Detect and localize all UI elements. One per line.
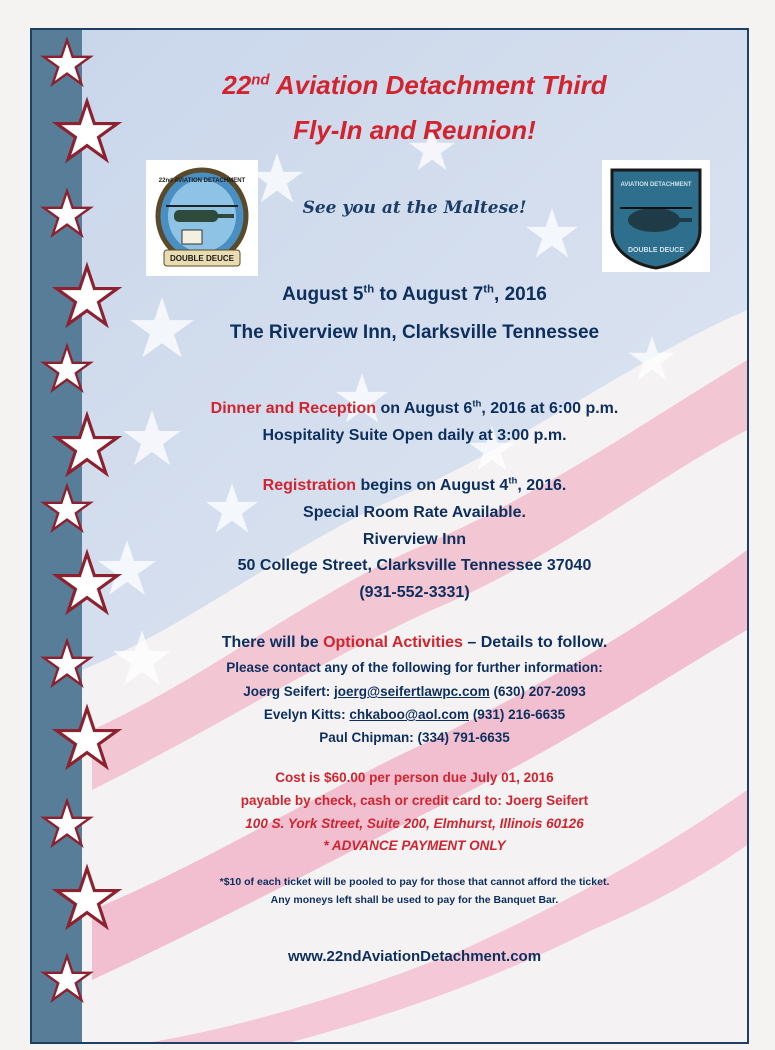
- website-link[interactable]: www.22ndAviationDetachment.com: [287, 948, 542, 965]
- contact-email-link[interactable]: joerg@seifertlawpc.com: [333, 684, 490, 699]
- helicopter-patch-icon: [146, 160, 258, 276]
- room-rate-line: Special Room Rate Available.: [303, 504, 526, 521]
- left-unit-patch: [146, 160, 258, 276]
- dinner-line: Dinner and Reception on August 6th, 2016 at 6:00 p.m.: [210, 398, 619, 417]
- event-venue: The Riverview Inn, Clarksville Tennessee: [229, 322, 600, 343]
- contact-email-link[interactable]: chkaboo@aol.com: [349, 707, 470, 722]
- tagline: See you at the Maltese!: [302, 198, 527, 218]
- payment-address: 100 S. York Street, Suite 200, Elmhurst, Illinois 60126: [245, 816, 584, 831]
- hotel-name: Riverview Inn: [362, 531, 467, 548]
- patch-right-banner-text: DOUBLE DEUCE: [627, 247, 685, 254]
- activities-line: There will be Optional Activities – Details to follow.: [221, 634, 608, 651]
- contact-row: Joerg Seifert: joerg@seifertlawpc.com (630) 207-2093: [243, 684, 586, 699]
- cost-line: Cost is $60.00 per person due July 01, 2016: [275, 770, 554, 785]
- patch-left-banner-text: DOUBLE DEUCE: [169, 254, 235, 263]
- contact-row: Paul Chipman: (334) 791-6635: [319, 730, 510, 745]
- svg-text:AVIATION DETACHMENT: AVIATION DETACHMENT: [620, 182, 692, 188]
- ticket-note: Any moneys left shall be used to pay for the Banquet Bar.: [270, 894, 559, 906]
- star-icon: [44, 346, 90, 390]
- svg-text:22nd AVIATION DETACHMENT: 22nd AVIATION DETACHMENT: [158, 178, 246, 184]
- title-line-2: Fly-In and Reunion!: [293, 115, 536, 145]
- advance-payment-note: * ADVANCE PAYMENT ONLY: [323, 838, 506, 853]
- hotel-address: 50 College Street, Clarksville Tennessee 37040: [237, 557, 592, 574]
- activities-label: Optional Activities: [323, 634, 463, 651]
- hotel-phone: (931-552-3331): [359, 584, 470, 601]
- contact-intro: Please contact any of the following for further information:: [226, 660, 603, 675]
- registration-label: Registration: [262, 477, 357, 494]
- payment-line: payable by check, cash or credit card to: Joerg Seifert: [240, 793, 589, 808]
- flyer: [30, 28, 749, 1044]
- ticket-note: *$10 of each ticket will be pooled to pay for those that cannot afford the ticket.: [219, 876, 610, 888]
- registration-line: Registration begins on August 4th, 2016.: [262, 475, 567, 494]
- title-line-1: 22nd Aviation Detachment Third: [222, 70, 607, 100]
- hospitality-line: Hospitality Suite Open daily at 3:00 p.m.: [262, 427, 567, 444]
- dinner-label: Dinner and Reception: [210, 400, 377, 417]
- contact-row: Evelyn Kitts: chkaboo@aol.com (931) 216-6635: [263, 707, 566, 722]
- event-dates: August 5th to August 7th, 2016: [282, 283, 547, 305]
